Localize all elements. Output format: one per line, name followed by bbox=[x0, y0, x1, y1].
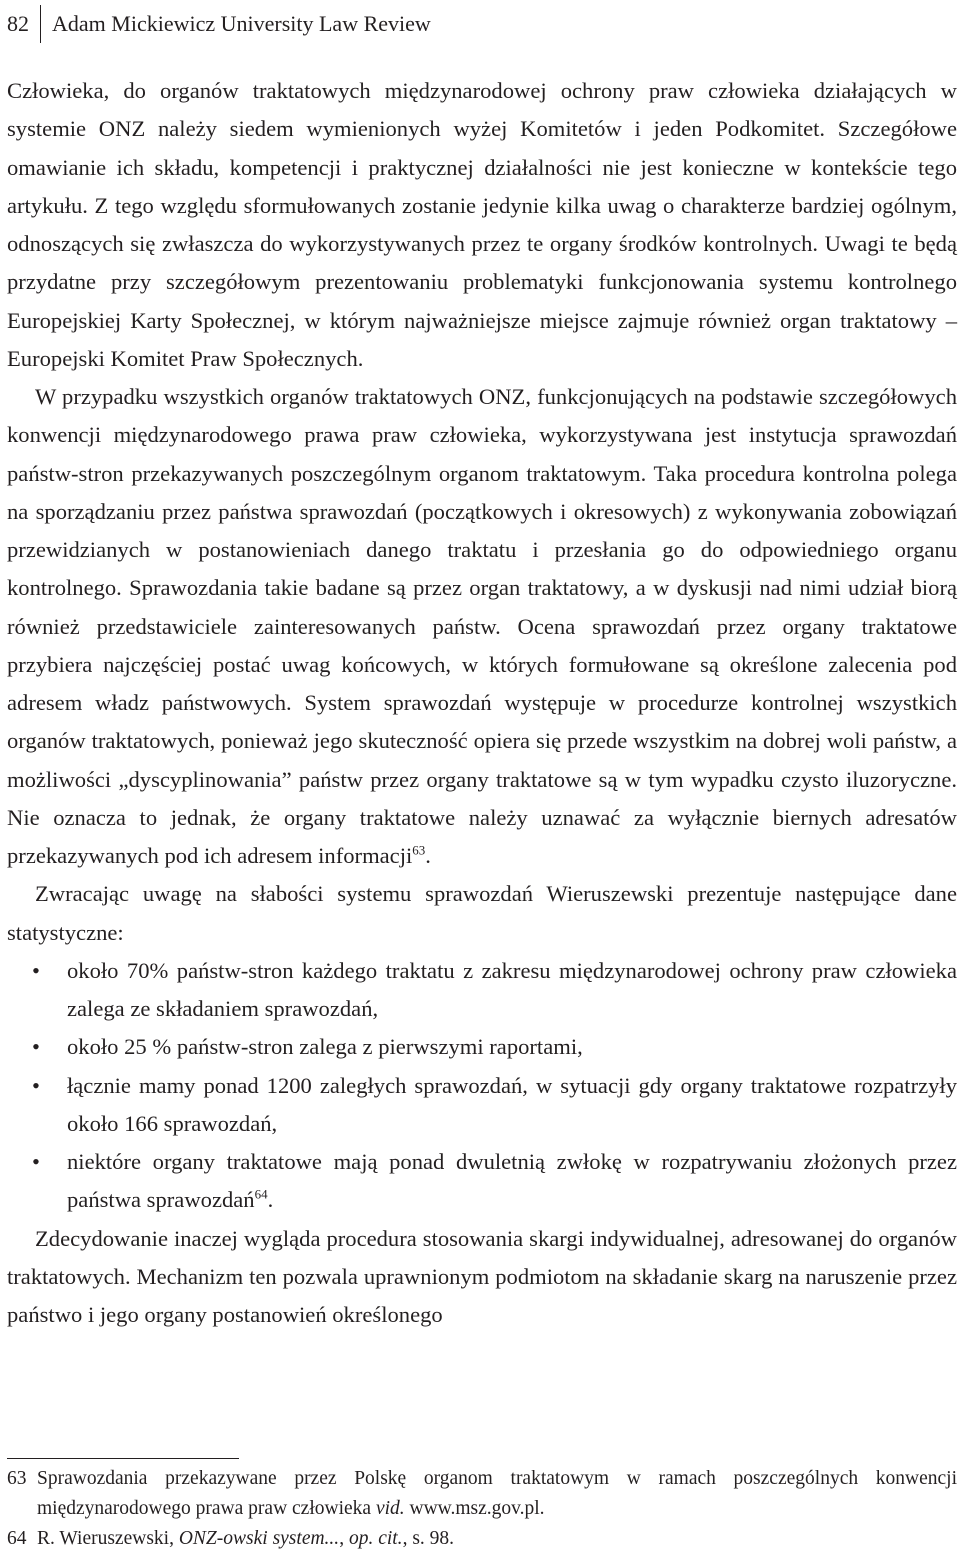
list-item bbox=[32, 1143, 957, 1220]
footnote-number: 64 bbox=[7, 1528, 27, 1549]
paragraph: Zdecydowanie inaczej wygląda procedura stosowania skargi indywidualnej, adresowanej do organów traktatowych. Mechanizm ten pozwala uprawnionym podmiotom na składanie skarg na naruszenie przez państwo i jego organy postanowień określonego bbox=[7, 1225, 957, 1327]
journal-title: Adam Mickiewicz University Law Review bbox=[52, 11, 431, 36]
footnote-body: Sprawozdania przekazywane przez Polskę organom traktatowym w ramach poszczególnych konwencji międzynarodowego prawa praw człowieka bbox=[37, 1468, 957, 1519]
footnote-ref-63[interactable]: 63 bbox=[412, 842, 426, 858]
footnote-text bbox=[37, 1524, 957, 1554]
footnotes bbox=[7, 1464, 957, 1554]
footnote-title: ONZ-owski system... bbox=[178, 1528, 340, 1549]
footnote-vid: vid. bbox=[375, 1498, 405, 1519]
list-item bbox=[32, 1028, 957, 1066]
list-item-text: łącznie mamy ponad 1200 zaległych sprawozdań, w sytuacji gdy organy traktatowe rozpatrzyły około 166 sprawozdań, bbox=[67, 1072, 957, 1136]
bullet-icon: • bbox=[32, 1149, 40, 1174]
footnote-ref-64[interactable]: 64 bbox=[254, 1186, 268, 1202]
paragraph-end: . bbox=[425, 843, 431, 868]
footnote-64 bbox=[7, 1524, 957, 1554]
paragraph bbox=[7, 378, 957, 875]
article-body bbox=[7, 72, 957, 1334]
bullet-icon: • bbox=[32, 957, 40, 983]
list-item bbox=[32, 1067, 957, 1144]
paragraph: Zwracając uwagę na słabości systemu sprawozdań Wieruszewski prezentuje następujące dane statystyczne: bbox=[7, 881, 957, 945]
footnote-url[interactable]: www.msz.gov.pl. bbox=[404, 1498, 545, 1519]
footnote-author: R. Wieruszewski, bbox=[37, 1528, 179, 1549]
bullet-icon: • bbox=[32, 1034, 40, 1060]
list-item-end: . bbox=[267, 1187, 274, 1213]
footnote-63 bbox=[7, 1464, 957, 1524]
list-item-text: niektóre organy traktatowe mają ponad dwuletnią zwłokę w rozpatrywaniu złożonych przez państwa sprawozdań bbox=[67, 1149, 957, 1213]
list-item-text: około 25 % państw-stron zalega z pierwszymi raportami, bbox=[67, 1034, 583, 1060]
footnote-text bbox=[37, 1464, 957, 1524]
page-number: 82 bbox=[7, 11, 29, 36]
footnote-pages: , s. 98. bbox=[402, 1528, 455, 1549]
paragraph-text: W przypadku wszystkich organów traktatowych ONZ, funkcjonujących na podstawie szczegółowych konwencji międzynarodowego prawa praw człowieka, wykorzystywana jest instytucja sprawozdań państw-stron przekazywanych poszczególnym organom traktatowym. Taka procedura kontrolna polega na sporządzaniu przez państwa sprawozdań (początkowych i okresowych) z wykonywania zobowiązań przewidzianych w postanowieniach danego traktatu i przesłania go do odpowiedniego organu kontrolnego. Sprawozdania takie badane są przez organ traktatowy, a w dyskusji nad nimi udział biorą również przedstawiciele zainteresowanych państw. Ocena sprawozdań przez organy traktatowe przybiera najczęściej postać uwag końcowych, w których formułowane są określone zalecenia pod adresem władz państwowych. System sprawozdań występuje w procedurze kontrolnej wszystkich organów traktatowych, ponieważ jego skuteczność opiera się przede wszystkim na dobrej woli państw, a możliwości „dyscyplinowania” państw przez organy traktatowe są w tym wypadku czysto iluzoryczne. Nie oznacza to jednak, że organy traktatowe należy uznawać za wyłącznie biernych adresatów przekazywanych pod ich adresem informacji bbox=[7, 384, 957, 868]
running-header bbox=[7, 6, 431, 42]
footnote-opcit: op. cit. bbox=[348, 1528, 403, 1549]
list-item-text: około 70% państw-stron każdego traktatu z zakresu międzynarodowej ochrony praw człowieka zalega ze składaniem sprawozdań, bbox=[67, 957, 957, 1021]
footnote-sep: , bbox=[339, 1528, 349, 1549]
statistics-list bbox=[7, 952, 957, 1220]
footnote-number: 63 bbox=[7, 1468, 27, 1489]
bullet-icon: • bbox=[32, 1072, 40, 1098]
paragraph: Człowieka, do organów traktatowych międzynarodowej ochrony praw człowieka działających w systemie ONZ należy siedem wymienionych wyżej Komitetów i jeden Podkomitet. Szczegółowe omawianie ich składu, kompetencji i praktycznej działalności nie jest konieczne w kontekście tego artykułu. Z tego względu sformułowanych zostanie jedynie kilka uwag o charakterze bardziej ogólnym, odnoszących się zwłaszcza do wykorzystywanych przez te organy środków kontrolnych. Uwagi te będą przydatne przy szczegółowym prezentowaniu problematyki funkcjonowania systemu kontrolnego Europejskiej Karty Społecznej, w którym najważniejsze miejsce zajmuje również organ traktatowy – Europejski Komitet Praw Społecznych. bbox=[7, 78, 957, 371]
footnote-divider bbox=[7, 1458, 239, 1459]
list-item bbox=[32, 952, 957, 1029]
